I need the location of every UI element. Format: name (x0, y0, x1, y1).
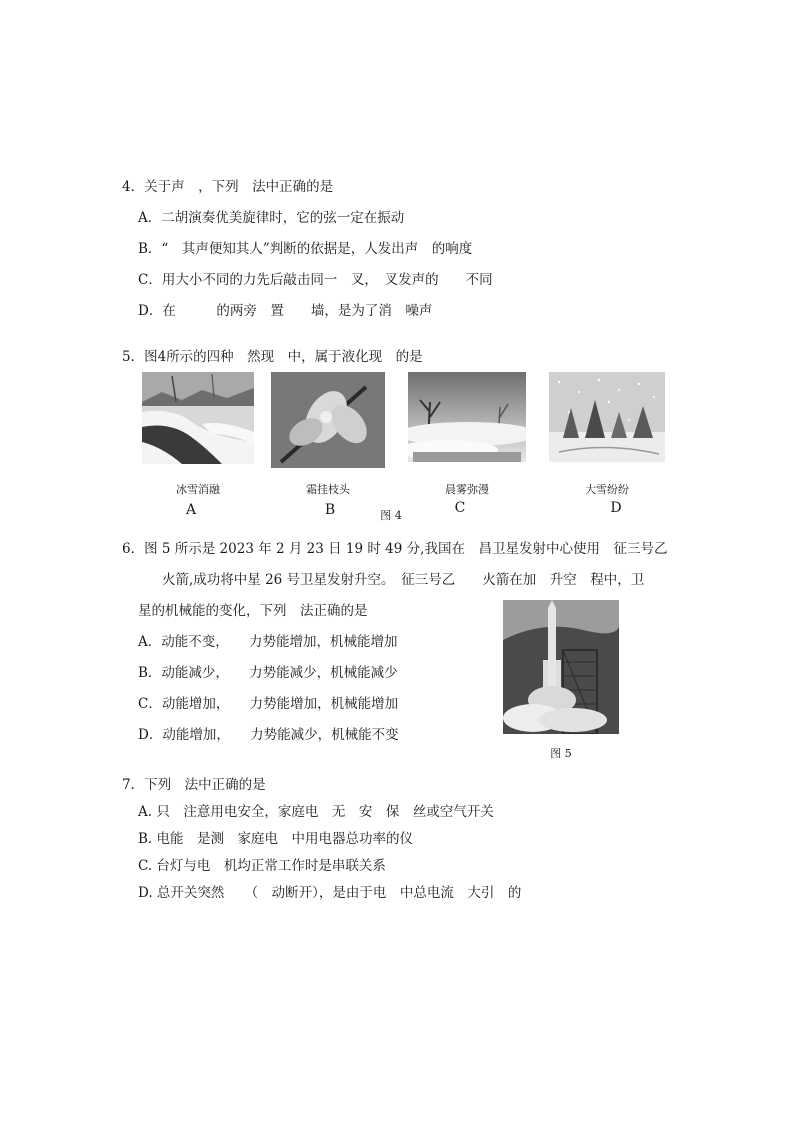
caption-c: 晨雾弥漫 (445, 483, 489, 496)
q7-option-d: D. 总开关突然 （ 动断开），是由于电 中总电流 大引 的 (138, 885, 522, 901)
figure-4-label: 图 4 (380, 509, 402, 522)
q7-stem: 7．下列 法中正确的是 (122, 777, 266, 793)
q7-option-c: C. 台灯与电 机均正常工作时是串联关系 (138, 858, 386, 874)
q4-stem: 4．关于声 ，下列 法中正确的是 (122, 179, 334, 195)
q4-option-a: A．二胡演奏优美旋律时，它的弦一定在振动 (138, 210, 405, 226)
morning-fog-photo (408, 372, 526, 462)
q4-option-d: D．在 的两旁 置 墙，是为了消 噪声 (138, 303, 433, 319)
caption-d: 大雪纷纷 (585, 483, 629, 496)
q6-stem-line1: 6．图 5 所示是 2023 年 2 月 23 日 19 时 49 分,我国在 昌卫星发射中心使用 征三号乙 (122, 541, 668, 557)
q6-stem-line3: 星的机械能的变化，下列 法正确的是 (138, 603, 368, 619)
rocket-launch-photo (503, 600, 619, 734)
q6-option-a: A．动能不变， 力势能增加，机械能增加 (138, 634, 398, 650)
letter-d: D (610, 500, 622, 516)
q4-option-b: B．“ 其声便知其人”判断的依据是，人发出声 的响度 (138, 241, 473, 257)
letter-a: A (185, 502, 197, 518)
q7-option-b: B. 电能 是测 家庭电 中用电器总功率的仪 (138, 831, 414, 847)
q5-stem: 5．图4所示的四种 然现 中，属于液化现 的是 (122, 349, 423, 365)
caption-b: 霜挂枝头 (306, 483, 350, 496)
melting-snow-river-photo (142, 372, 254, 464)
q6-option-b: B．动能减少， 力势能减少，机械能减少 (138, 665, 398, 681)
q6-option-c: C．动能增加， 力势能增加，机械能增加 (138, 696, 399, 712)
q6-option-d: D．动能增加， 力势能减少，机械能不变 (138, 727, 399, 743)
q4-option-c: C．用大小不同的力先后敲击同一 叉， 叉发声的 不同 (138, 272, 493, 288)
caption-a: 冰雪消融 (176, 483, 220, 496)
figure-5-label: 图 5 (550, 747, 572, 760)
q7-option-a: A. 只 注意用电安全，家庭电 无 安 保 丝或空气开关 (138, 804, 494, 820)
letter-b: B (324, 502, 336, 518)
heavy-snow-photo (549, 372, 665, 462)
q6-stem-line2: 火箭,成功将中星 26 号卫星发射升空。 征三号乙 火箭在加 升空 程中，卫 (162, 572, 645, 588)
frost-branch-photo (271, 372, 385, 468)
letter-c: C (454, 500, 466, 516)
